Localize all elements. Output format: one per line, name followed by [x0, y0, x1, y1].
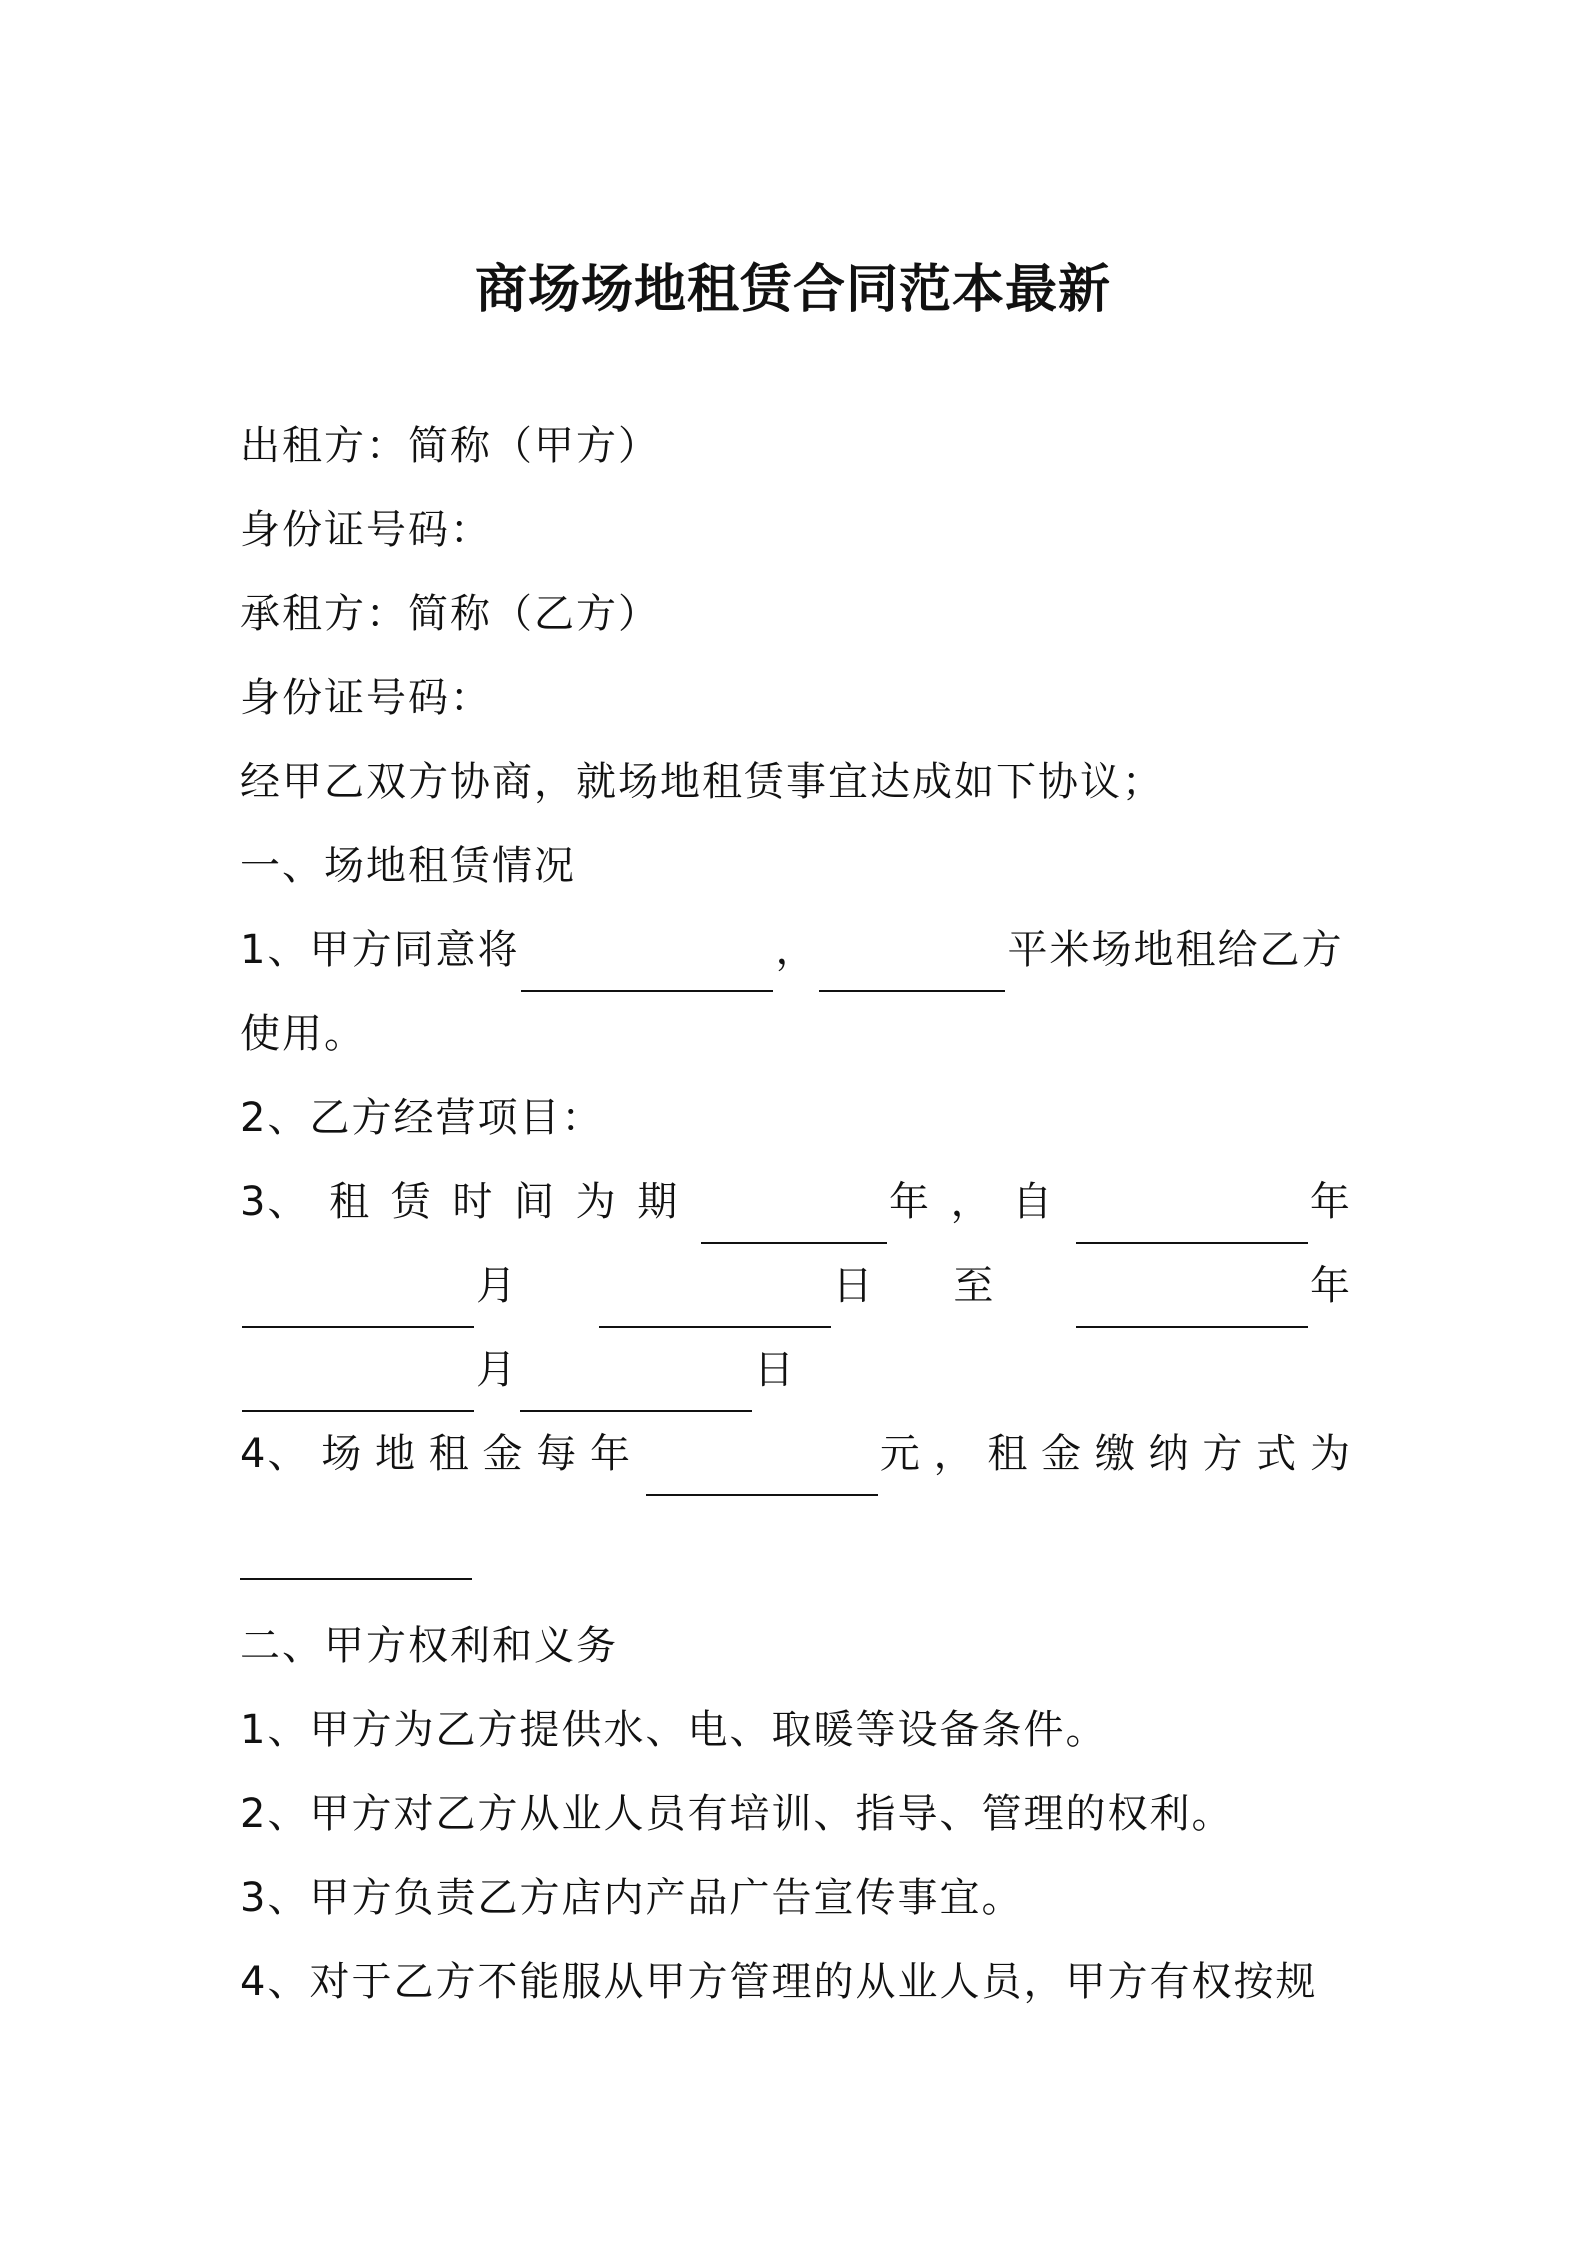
clause-text: 方: [1202, 1431, 1245, 1477]
fill-in-blank[interactable]: [1076, 1198, 1308, 1244]
clause-text: 日: [832, 1263, 875, 1309]
clause-text: 纳: [1148, 1431, 1191, 1477]
section-heading-1: 一、场地租赁情况: [240, 843, 576, 889]
fill-in-blank[interactable]: [599, 1282, 831, 1328]
clause-text: 4、: [240, 1431, 310, 1477]
clause-2-1: 1、甲方为乙方提供水、电、取暖等设备条件。: [240, 1707, 1108, 1753]
clause-text: 租: [428, 1431, 471, 1477]
lessor-id-line: 身份证号码：: [240, 507, 492, 553]
lessor-line: 出租方：简称（甲方）: [240, 423, 660, 469]
clause-text: 租: [329, 1179, 372, 1225]
clause-text: 年: [888, 1179, 931, 1225]
clause-text: 元: [879, 1431, 922, 1477]
clause-1-3-row-3: [240, 1328, 1352, 1412]
clause-text: 地: [374, 1431, 417, 1477]
preamble-line: 经甲乙双方协商，就场地租赁事宜达成如下协议；: [240, 759, 1164, 805]
clause-1-4-row-3: [240, 1520, 1352, 1580]
fill-in-blank[interactable]: [242, 1282, 474, 1328]
fill-in-blank[interactable]: [521, 946, 773, 992]
fill-in-blank[interactable]: [240, 1534, 472, 1580]
clause-text: 3、: [240, 1179, 310, 1225]
clause-text: 租: [987, 1431, 1030, 1477]
lessee-line: 承租方：简称（乙方）: [240, 591, 660, 637]
clause-text: 赁: [390, 1179, 433, 1225]
clause-1-4-row-1: [240, 1412, 1352, 1496]
clause-text: 为: [575, 1179, 618, 1225]
clause-2-4: 4、对于乙方不能服从甲方管理的从业人员，甲方有权按规: [240, 1959, 1318, 2005]
clause-1-3-row-2: [240, 1244, 1352, 1328]
clause-text: 时: [452, 1179, 495, 1225]
fill-in-blank[interactable]: [701, 1198, 887, 1244]
clause-1-2: 2、乙方经营项目：: [240, 1095, 604, 1141]
fill-in-blank[interactable]: [242, 1366, 474, 1412]
fill-in-blank[interactable]: [520, 1366, 752, 1412]
clause-text: 场: [321, 1431, 364, 1477]
fill-in-blank[interactable]: [646, 1450, 878, 1496]
clause-text: 月: [476, 1347, 518, 1393]
clause-text: 自: [1012, 1179, 1055, 1225]
clause-1-1-continued: 使用。: [240, 1011, 366, 1057]
clause-text: 1、甲方同意将: [240, 927, 520, 973]
clause-text: 年: [1309, 1179, 1352, 1225]
document-body: [240, 404, 1352, 2024]
clause-text: 金: [482, 1431, 525, 1477]
clause-1-1: [240, 908, 1352, 992]
clause-text: 金: [1041, 1431, 1084, 1477]
clause-text: 期: [637, 1179, 680, 1225]
clause-text: 间: [514, 1179, 557, 1225]
clause-text: 每: [536, 1431, 579, 1477]
clause-text: 为: [1309, 1431, 1352, 1477]
page-title: 商场场地租赁合同范本最新: [474, 260, 1111, 320]
clause-text: ，: [950, 1179, 993, 1225]
fill-in-blank[interactable]: [1076, 1282, 1308, 1328]
clause-text: ，: [933, 1431, 976, 1477]
clause-text: 至: [953, 1263, 996, 1309]
clause-text: 年: [1309, 1263, 1352, 1309]
section-heading-2: 二、甲方权利和义务: [240, 1623, 618, 1669]
clause-text: 月: [476, 1263, 518, 1309]
clause-text: 式: [1256, 1431, 1299, 1477]
clause-2-2: 2、甲方对乙方从业人员有培训、指导、管理的权利。: [240, 1791, 1234, 1837]
clause-text: ，: [775, 927, 818, 973]
clause-text: 日: [754, 1347, 796, 1393]
fill-in-blank[interactable]: [819, 946, 1005, 992]
clause-text: 年: [590, 1431, 633, 1477]
clause-2-3: 3、甲方负责乙方店内产品广告宣传事宜。: [240, 1875, 1024, 1921]
clause-text: 平米场地租给乙方: [1007, 927, 1344, 973]
lessee-id-line: 身份证号码：: [240, 675, 492, 721]
clause-1-3-row-1: [240, 1160, 1352, 1244]
clause-text: 缴: [1094, 1431, 1137, 1477]
